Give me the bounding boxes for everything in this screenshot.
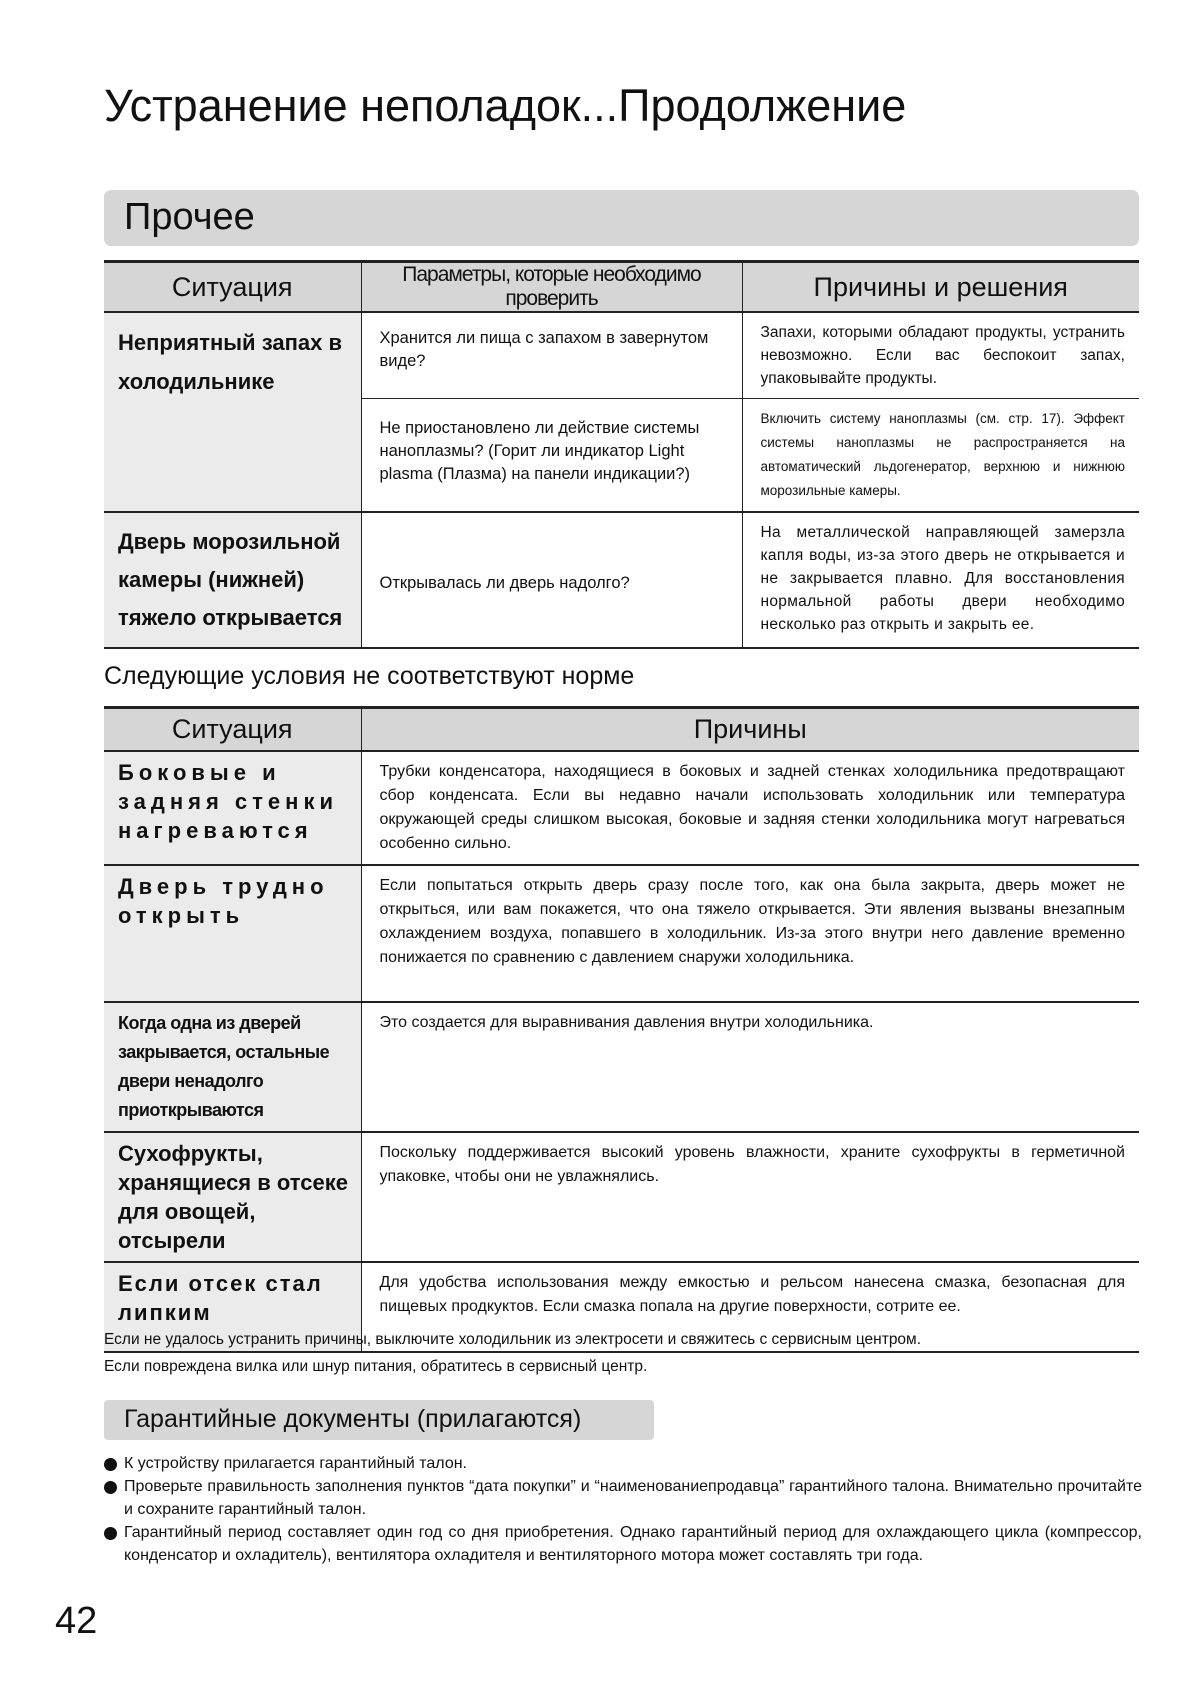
situation-cell: Сухофрукты, хранящиеся в отсеке для овощей, отсырели <box>104 1132 361 1262</box>
cause-cell: Если попытаться открыть дверь сразу после того, как она была закрыта, дверь может не открыться, или вам покажется, что она тяжело открывается. Эти явления вызваны внезапным охлаждением воздуха, попавшего в холодильник. Из-за этого внутри него давление временно понижается по сравнению с давлением снаружи холодильника. <box>361 865 1139 1002</box>
check-cell: Открывалась ли дверь надолго? <box>361 512 742 648</box>
solution-cell: На металлической направляющей замерзла капля воды, из-за этого дверь не открывается и не закрывается плавно. Для восстановления нормальной работы двери необходимо несколько раз открыть и закрыть ее. <box>742 512 1139 648</box>
section-header-other <box>104 190 1139 246</box>
footnote-line: Если не удалось устранить причины, выключите холодильник из электросети и свяжитесь с сервисным центром. <box>104 1331 922 1348</box>
situation-cell: Неприятный запах в холодильнике <box>104 312 361 512</box>
page-title: Устранение неполадок...Продолжение <box>104 80 907 131</box>
subheading-abnormal-conditions: Следующие условия не соответствуют норме <box>104 662 635 690</box>
situation-cell: Если отсек стал липким <box>104 1262 361 1352</box>
situation-cell: Когда одна из дверей закрывается, остальные двери ненадолго приоткрываются <box>104 1002 361 1132</box>
cause-cell: Поскольку поддерживается высокий уровень влажности, храните сухофрукты в герметичной упаковке, чтобы они не увлажнялись. <box>361 1132 1139 1262</box>
situation-cell: Боковые и задняя стенки нагреваются <box>104 751 361 865</box>
cause-cell: Это создается для выравнивания давления внутри холодильника. <box>361 1002 1139 1132</box>
list-item <box>104 1475 1142 1521</box>
bullet-icon <box>104 1527 117 1540</box>
list-item-text: К устройству прилагается гарантийный талон. <box>124 1455 467 1472</box>
section-header-warranty <box>104 1400 654 1440</box>
table-row <box>104 1132 1139 1262</box>
warranty-list <box>104 1452 1142 1567</box>
table-row <box>104 312 1139 399</box>
situation-cell: Дверь морозильной камеры (нижней) тяжело открывается <box>104 512 361 648</box>
solution-cell: Запахи, которыми обладают продукты, устранить невозможно. Если вас беспокоит запах, упаковывайте продукты. <box>742 312 1139 399</box>
list-item <box>104 1452 1142 1475</box>
check-cell: Не приостановлено ли действие системы наноплазмы? (Горит ли индикатор Light plasma (Плазма) на панели индикации?) <box>361 399 742 513</box>
column-header-situation: Ситуация <box>104 708 361 752</box>
list-item-text: Проверьте правильность заполнения пунктов “дата покупки” и “наименованиепродавца” гарантийного талона. Внимательно прочитайте и сохраните гарантийный талон. <box>124 1478 1142 1518</box>
bullet-icon <box>104 1481 117 1494</box>
list-item-text: Гарантийный период составляет один год со дня приобретения. Однако гарантийный период для охлаждающего цикла (компрессор, конденсатор и охладитель), вентилятора охладителя и вентиляторного мотора может составлять три года. <box>124 1524 1142 1564</box>
list-item <box>104 1521 1142 1567</box>
check-cell: Хранится ли пища с запахом в завернутом виде? <box>361 312 742 399</box>
warranty-title: Гарантийные документы (прилагаются) <box>124 1405 582 1433</box>
service-footnote <box>104 1326 1144 1380</box>
section-title: Прочее <box>124 196 255 238</box>
situation-cell: Дверь трудно открыть <box>104 865 361 1002</box>
table-header-row <box>104 708 1139 752</box>
table-row <box>104 865 1139 1002</box>
cause-cell: Для удобства использования между емкостью и рельсом нанесена смазка, безопасная для пищевых продкуктов. Если смазка попала на другие поверхности, сотрите ее. <box>361 1262 1139 1352</box>
cause-cell: Трубки конденсатора, находящиеся в боковых и задней стенках холодильника предотвращают сбор конденсата. Если вы недавно начали использовать холодильник или температура окружающей среды слишком высокая, боковые и задняя стенки холодильника могут нагреваться особенно сильно. <box>361 751 1139 865</box>
column-header-situation: Ситуация <box>104 262 361 313</box>
normal-conditions-table <box>104 706 1139 1353</box>
table-header-row <box>104 262 1139 313</box>
column-header-causes: Причины <box>361 708 1139 752</box>
footnote-line: Если повреждена вилка или шнур питания, обратитесь в сервисный центр. <box>104 1358 648 1375</box>
page-number: 42 <box>55 1600 98 1642</box>
column-header-check: Параметры, которые необходимо проверить <box>361 262 742 313</box>
table-row <box>104 751 1139 865</box>
bullet-icon <box>104 1458 117 1471</box>
table-row <box>104 512 1139 648</box>
solution-cell: Включить систему наноплазмы (см. стр. 17). Эффект системы наноплазмы не распространяется на автоматический льдогенератор, верхнюю и нижнюю морозильные камеры. <box>742 399 1139 513</box>
table-row <box>104 1002 1139 1132</box>
troubleshooting-table <box>104 260 1139 649</box>
column-header-solution: Причины и решения <box>742 262 1139 313</box>
